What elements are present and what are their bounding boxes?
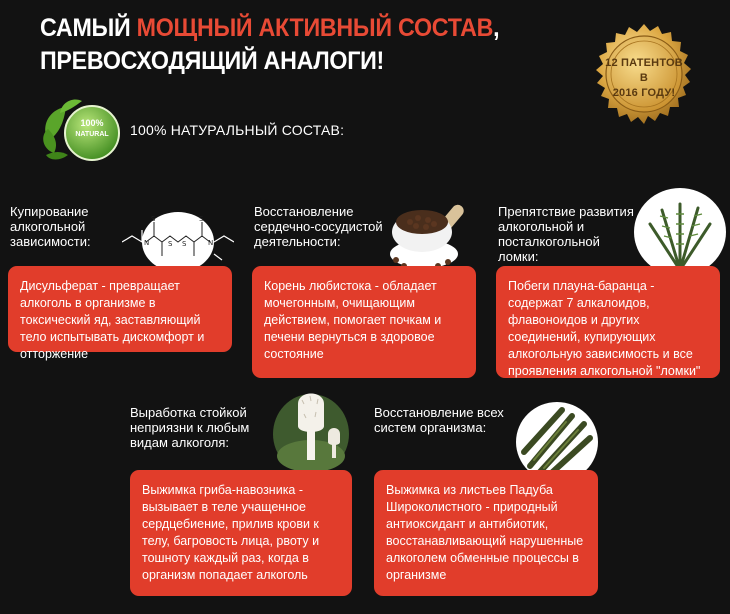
heading-line: неприязни к любым [130,420,250,435]
heading-line: посталкогольной [498,234,600,249]
title-line-2: ПРЕВОСХОДЯЩИЙ АНАЛОГИ! [40,47,385,75]
item-3-heading [498,204,634,264]
natural-badge-text [70,117,114,141]
mortar-icon [382,196,482,277]
heading-line: Восстановление всех [374,405,504,420]
svg-text:N: N [208,239,214,247]
item-2-heading [254,204,383,249]
item-2-text: Корень любистока - обладает мочегонным, очищающим действием, помогает почкам и печени вернуться в здоровое состояние [264,279,442,361]
heading-line: Препятствие развития [498,204,634,219]
item-1-heading [10,204,91,249]
patent-medal [592,22,696,126]
item-3-text: Побеги плауна-баранца - содержат 7 алкалоидов, флавоноидов и других соединений, купирующих алкогольную зависимость и все проявления алкогольной "ломки" [508,279,701,378]
medal-line-1: 12 ПАТЕНТОВ В [605,57,683,84]
heading-line: алкогольной и [498,219,585,234]
title-comma: , [493,14,500,42]
item-3-card [496,266,720,378]
title-part: САМЫЙ [40,14,137,42]
title-accent: МОЩНЫЙ АКТИВНЫЙ СОСТАВ [136,14,494,42]
heading-line: деятельности: [254,234,341,249]
heading-line: алкогольной [10,219,86,234]
item-1-card [8,266,232,361]
natural-composition-label: 100% НАТУРАЛЬНЫЙ СОСТАВ: [130,122,345,138]
item-5-text: Выжимка из листьев Падуба Широколистного - природный антиоксидант и антибиотик, восстанавливающий нарушенные алкоголем обменные процессы в организме [386,483,584,582]
heading-line: Восстановление [254,204,354,219]
badge-natural-word: NATURAL [75,131,109,138]
item-2-card [252,266,476,378]
medal-text [604,56,684,101]
item-5-heading [374,405,504,435]
svg-text:S: S [182,240,187,248]
heading-line: Купирование [10,204,89,219]
title-line-1 [40,12,524,45]
item-4-heading [130,405,249,450]
svg-text:N: N [144,239,150,247]
heading-line: Выработка стойкой [130,405,247,420]
mushroom-icon [270,386,352,481]
svg-text:S: S [199,215,204,223]
medal-line-2: 2016 ГОДУ! [612,87,676,99]
page-title [40,12,524,78]
heading-line: зависимости: [10,234,91,249]
heading-line: ломки: [498,249,539,264]
item-5-card [374,470,598,596]
natural-badge [40,95,124,167]
item-1-text: Дисульферат - превращает алкоголь в организме в токсический яд, заставляющий тело испытывать дискомфорт и отторжение [20,279,205,361]
badge-percent: 100% [80,118,104,128]
item-4-card [130,470,352,596]
item-4-text: Выжимка гриба-навозника - вызывает в теле учащенное сердцебиение, прилив крови к телу, багровость лица, рвоту и тошноту каждый раз, когда в организм попадает алкоголь [142,483,320,582]
heading-line: сердечно-сосудистой [254,219,383,234]
svg-text:S: S [168,240,173,248]
heading-line: систем организма: [374,420,487,435]
heading-line: видам алкоголя: [130,435,230,450]
svg-text:S: S [151,215,156,223]
